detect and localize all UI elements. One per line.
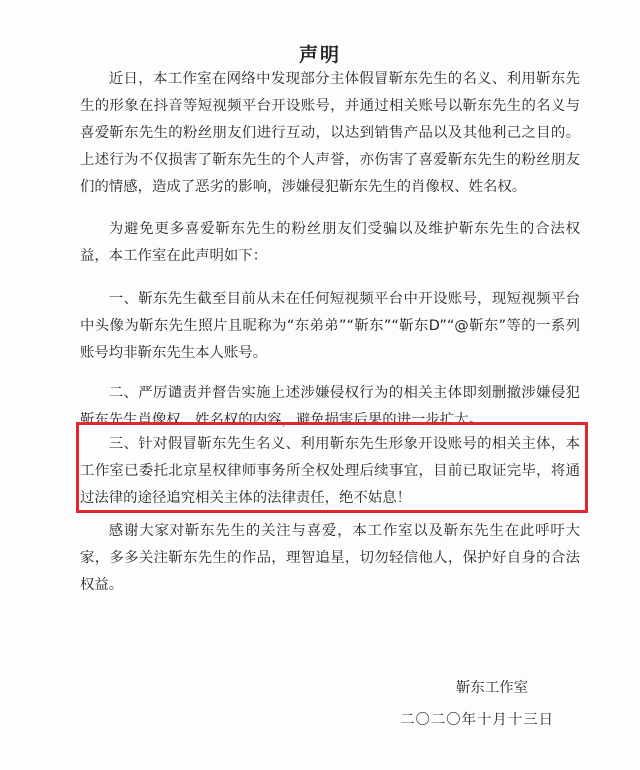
paragraph-point-one: 一、靳东先生截至目前从未在任何短视频平台中开设账号，现短视频平台中头像为靳东先生照片且昵称为“东弟弟”“靳东”“靳东D”“@靳东”等的一系列账号均非靳东先生本人账号。 — [80, 291, 580, 361]
paragraph-point-two: 二、严厉谴责并督告实施上述涉嫌侵权行为的相关主体即刻删撤涉嫌侵犯靳东先生肖像权、姓名权的内容，避免损害后果的进一步扩大。 — [80, 385, 580, 428]
paragraph-point-three: 三、针对假冒靳东先生名义、利用靳东先生形象开设账号的相关主体，本工作室已委托北京星权律师事务所全权处理后续事宜，目前已取证完毕，将通过法律的途径追究相关主体的法律责任，绝不姑息！ — [80, 436, 580, 506]
signature: 靳东工作室 — [456, 680, 528, 696]
document-title: 声明 — [298, 44, 341, 66]
document-date: 二〇二〇年十月十三日 — [400, 712, 554, 728]
paragraph-thanks: 感谢大家对靳东先生的关注与喜爱，本工作室以及靳东先生在此呼吁大家，多多关注靳东先生的作品，理智追星，切勿轻信他人，保护好自身的合法权益。 — [80, 523, 580, 593]
paragraph-intro: 近日，本工作室在网络中发现部分主体假冒靳东先生的名义、利用靳东先生的形象在抖音等短视频平台开设账号，并通过相关账号以靳东先生的名义与喜爱靳东先生的粉丝朋友们进行互动，以达到销售产品以及其他利己之目的。上述行为不仅损害了靳东先生的个人声誉，亦伤害了喜爱靳东先生的粉丝朋友们的情感，造成了恶劣的影响，涉嫌侵犯靳东先生的肖像权、姓名权。 — [80, 71, 580, 195]
paragraph-declaration-lead: 为避免更多喜爱靳东先生的粉丝朋友们受骗以及维护靳东先生的合法权益，本工作室在此声明如下： — [80, 221, 580, 264]
